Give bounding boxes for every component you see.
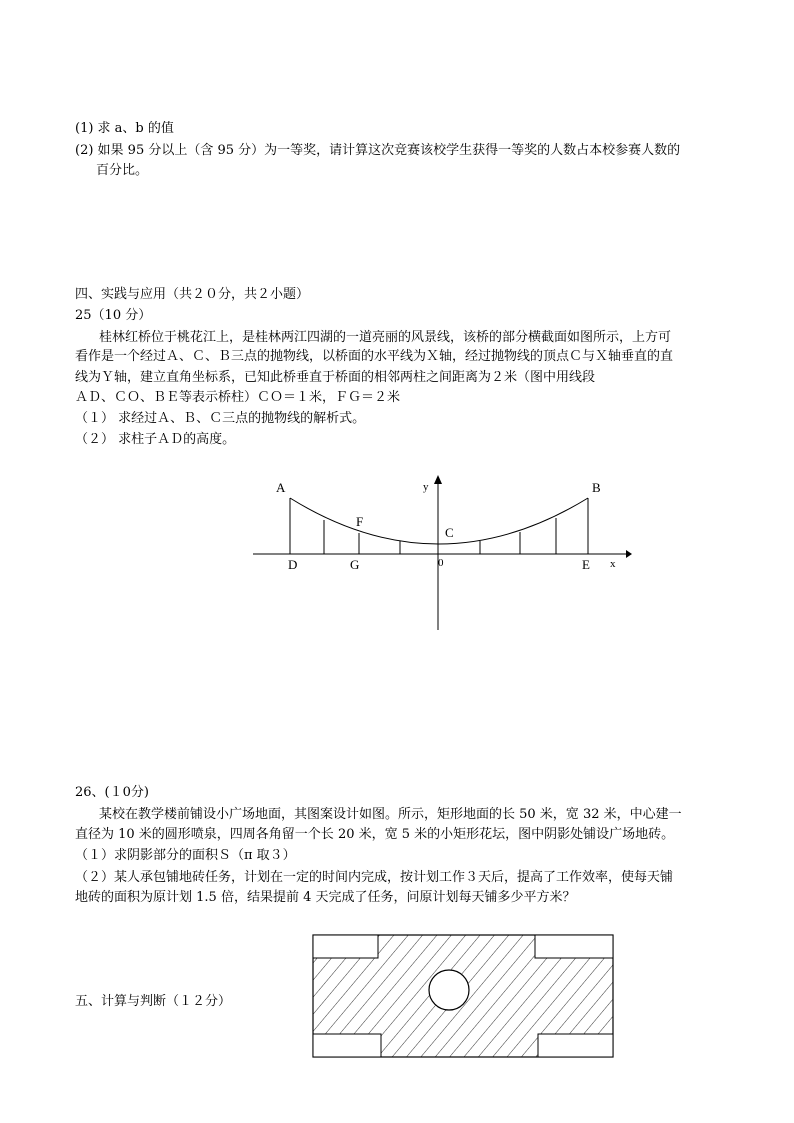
label-y: y: [423, 481, 429, 493]
q25-para-line2: 看作是一个经过Ａ、Ｃ、Ｂ三点的抛物线，以桥面的水平线为Ｘ轴，经过抛物线的顶点Ｃ与Ｘ轴垂直的直: [75, 349, 674, 364]
flower-bed-top-left: [313, 935, 378, 958]
q25-sub2: （２） 求柱子ＡＤ的高度。: [75, 432, 236, 447]
q26-para-line1: 某校在教学楼前铺设小广场地面，其图案设计如图。所示，矩形地面的长 50 米，宽 32 米，中心建一: [99, 807, 682, 822]
q26-sub2-line1: （２）某人承包铺地砖任务，计划在一定的时间内完成，按计划工作３天后，提高了工作效率，使每天铺: [75, 870, 674, 885]
plaza-figure: [310, 932, 616, 1060]
label-F: F: [356, 514, 364, 529]
section4-heading: 四、实践与应用（共２０分，共２小题）: [75, 287, 310, 302]
q24-sub1: (1) 求 a、b 的值: [75, 121, 174, 136]
label-x: x: [610, 558, 616, 570]
q26-sub1: （１）求阴影部分的面积Ｓ（π 取３）: [75, 848, 296, 863]
label-O: 0: [438, 557, 444, 569]
q25-para-line1: 桂林红桥位于桃花江上，是桂林两江四湖的一道亮丽的风景线，该桥的部分横截面如图所示，上方可: [99, 330, 672, 345]
bridge-parabola-figure: [240, 470, 640, 640]
q25-sub1: （１） 求经过Ａ、Ｂ、Ｃ三点的抛物线的解析式。: [75, 411, 366, 426]
label-D: D: [288, 557, 298, 572]
q26-sub2-line2: 地砖的面积为原计划 1.5 倍，结果提前 4 天完成了任务，问原计划每天铺多少平方米？: [75, 890, 576, 905]
label-C: C: [445, 525, 454, 540]
label-B: B: [592, 480, 601, 495]
q25-para-line3: 线为Ｙ轴，建立直角坐标系，已知此桥垂直于桥面的相邻两柱之间距离为２米（图中用线段: [75, 370, 596, 385]
flower-bed-top-right: [535, 935, 613, 958]
q26-para-line2: 直径为 10 米的圆形喷泉，四周各角留一个长 20 米，宽 5 米的小矩形花坛，图中阴影处铺设广场地砖。: [75, 827, 675, 842]
label-G: G: [350, 557, 360, 572]
parabola-arch: [290, 498, 588, 544]
flower-bed-bottom-right: [538, 1034, 613, 1057]
x-axis-arrow: [626, 550, 632, 558]
fountain-circle: [429, 970, 469, 1010]
q24-sub2-line2: 百分比。: [96, 163, 149, 178]
section5-heading: 五、计算与判断（１２分）: [75, 994, 232, 1009]
q24-sub2-line1: (2) 如果 95 分以上（含 95 分）为一等奖，请计算这次竞赛该校学生获得一等奖的人数占本校参赛人数的: [75, 143, 681, 158]
y-axis-arrow: [434, 475, 442, 484]
q25-para-line4: ＡＤ、ＣＯ、ＢＥ等表示桥柱）ＣＯ＝１米，ＦＧ＝２米: [75, 390, 401, 405]
label-A: A: [276, 480, 286, 495]
flower-bed-bottom-left: [313, 1034, 381, 1057]
q26-number: 26、(１0分): [75, 785, 149, 800]
label-E: E: [582, 557, 590, 572]
q25-number: 25（10 分）: [75, 308, 152, 323]
